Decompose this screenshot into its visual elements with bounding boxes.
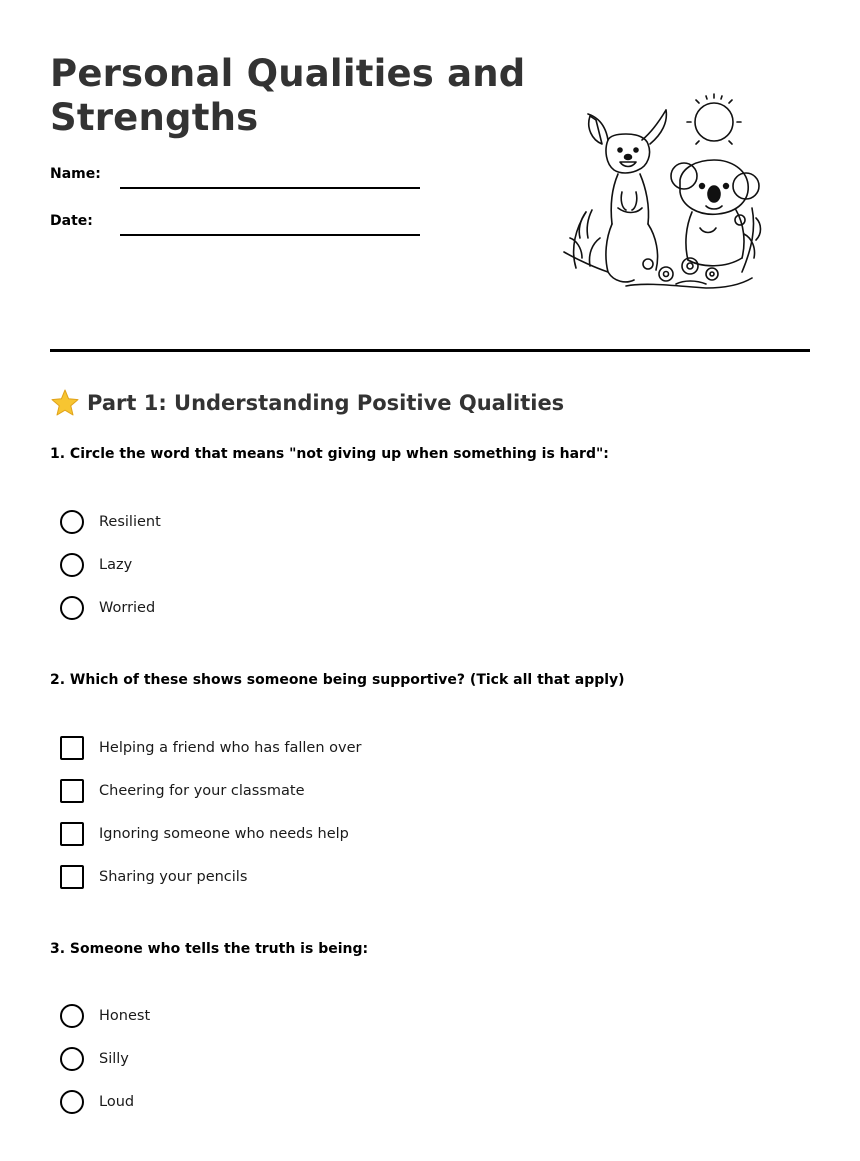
date-label: Date: — [50, 213, 93, 229]
question-3: 3. Someone who tells the truth is being: — [50, 941, 369, 957]
part1-heading — [50, 388, 564, 418]
q1-option-resilient[interactable] — [60, 510, 161, 534]
radio-circle[interactable] — [60, 1004, 84, 1028]
checkbox[interactable] — [60, 865, 84, 889]
option-label: Resilient — [99, 514, 161, 530]
question-1: 1. Circle the word that means "not giving up when something is hard": — [50, 446, 609, 462]
q2-option-sharing[interactable] — [60, 865, 247, 889]
name-field[interactable] — [120, 187, 420, 189]
date-field[interactable] — [120, 234, 420, 236]
q2-option-helping[interactable] — [60, 736, 361, 760]
section-divider — [50, 349, 810, 352]
sun-icon — [687, 94, 741, 144]
radio-circle[interactable] — [60, 1047, 84, 1071]
radio-circle[interactable] — [60, 510, 84, 534]
option-label: Helping a friend who has fallen over — [99, 740, 362, 756]
option-label: Lazy — [99, 557, 133, 573]
option-label: Sharing your pencils — [99, 869, 248, 885]
question-2: 2. Which of these shows someone being supportive? (Tick all that apply) — [50, 672, 625, 688]
option-label: Cheering for your classmate — [99, 783, 305, 799]
option-label: Ignoring someone who needs help — [99, 826, 349, 842]
q1-option-worried[interactable] — [60, 596, 155, 620]
radio-circle[interactable] — [60, 596, 84, 620]
flowers-icon — [570, 208, 761, 288]
q3-option-loud[interactable] — [60, 1090, 134, 1114]
option-label: Loud — [99, 1094, 135, 1110]
q1-option-lazy[interactable] — [60, 553, 132, 577]
checkbox[interactable] — [60, 736, 84, 760]
star-icon — [50, 388, 80, 418]
radio-circle[interactable] — [60, 553, 84, 577]
koala-icon — [671, 160, 759, 266]
part1-title: Part 1: Understanding Positive Qualities — [87, 391, 565, 415]
q2-option-ignoring[interactable] — [60, 822, 349, 846]
worksheet-title — [50, 52, 525, 140]
q3-option-honest[interactable] — [60, 1004, 150, 1028]
checkbox[interactable] — [60, 779, 84, 803]
checkbox[interactable] — [60, 822, 84, 846]
title-line-1: Personal Qualities and — [50, 52, 526, 95]
option-label: Honest — [99, 1008, 151, 1024]
title-line-2: Strengths — [50, 96, 259, 139]
option-label: Worried — [99, 600, 156, 616]
option-label: Silly — [99, 1051, 129, 1067]
name-label: Name: — [50, 166, 101, 182]
kangaroo-icon — [564, 110, 666, 282]
kangaroo-koala-illustration — [556, 88, 770, 294]
radio-circle[interactable] — [60, 1090, 84, 1114]
q3-option-silly[interactable] — [60, 1047, 129, 1071]
q2-option-cheering[interactable] — [60, 779, 305, 803]
